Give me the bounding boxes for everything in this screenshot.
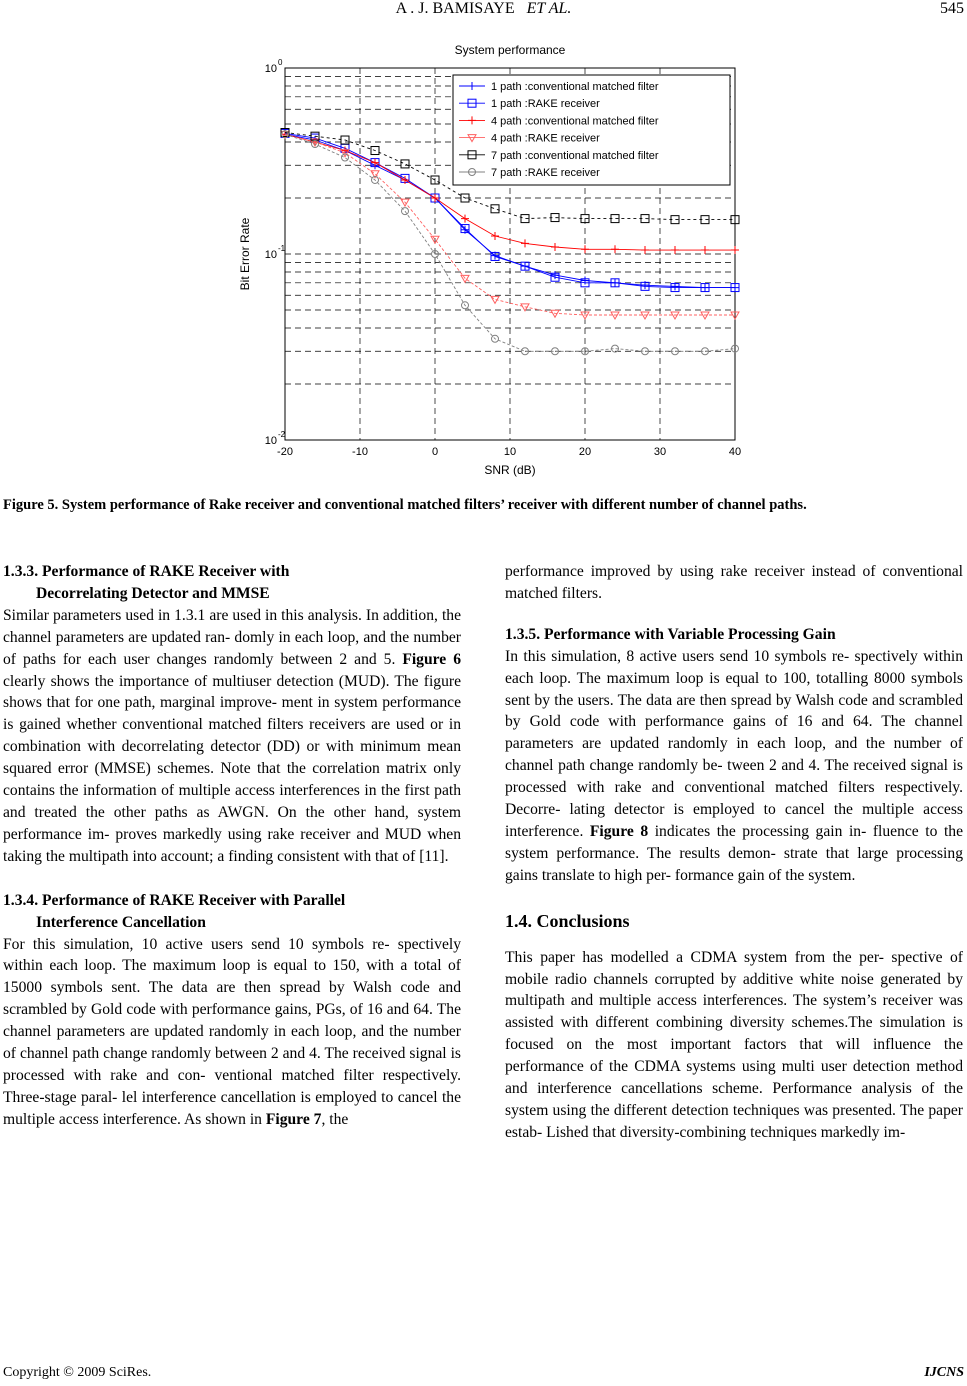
paragraph-text: indicates the processing gain in- fluence to the system performance. The results demon- strate that large processing gains translate to high per- formance gain of the system. — [505, 822, 963, 884]
paragraph-1-3-4 — [3, 934, 461, 1131]
legend-label: 1 path :RAKE receiver — [491, 98, 600, 111]
data-point — [641, 312, 649, 319]
paragraph-text: , the — [321, 1110, 349, 1128]
section-heading-1-3-4 — [3, 890, 461, 934]
data-point — [461, 275, 469, 282]
legend-label: 7 path :conventional matched filter — [491, 149, 659, 162]
x-tick-label: -10 — [352, 446, 368, 458]
paragraph-1-3-3 — [3, 605, 461, 868]
data-point — [491, 205, 499, 213]
y-axis-label: Bit Error Rate — [238, 217, 252, 291]
data-point — [701, 246, 709, 254]
paragraph-1-3-5 — [505, 646, 963, 887]
x-tick-label: 10 — [503, 446, 517, 458]
paragraph-continuation: performance improved by using rake receiver instead of conventional matched filters. — [505, 563, 963, 602]
running-head — [0, 0, 967, 18]
y-tick-base: 10 — [264, 435, 277, 447]
x-tick-label: 40 — [728, 446, 742, 458]
y-tick-base: 10 — [264, 249, 277, 261]
legend-label: 4 path :conventional matched filter — [491, 115, 659, 128]
section-heading-1-3-3 — [3, 561, 461, 605]
right-column — [505, 561, 963, 1144]
footer-copyright: Copyright © 2009 SciRes. — [3, 1365, 152, 1380]
section-heading-1-4: 1.4. Conclusions — [505, 910, 630, 931]
y-tick-label — [265, 244, 286, 261]
legend-label: 4 path :RAKE receiver — [491, 132, 600, 145]
data-point — [671, 246, 679, 254]
legend-label: 7 path :RAKE receiver — [491, 167, 600, 179]
data-point — [401, 160, 409, 168]
data-point — [731, 246, 739, 254]
data-point — [611, 312, 619, 319]
y-tick-exponent: 0 — [278, 58, 283, 67]
figure-caption: Figure 5. System performance of Rake receiver and conventional matched filters’ receiver with different number of channel paths. — [3, 497, 807, 513]
y-tick-base: 10 — [264, 63, 277, 75]
data-point — [551, 310, 559, 317]
data-point — [701, 312, 709, 319]
page-number: 545 — [940, 0, 964, 17]
y-tick-label — [265, 430, 286, 447]
data-point — [521, 239, 529, 247]
x-tick-label: 30 — [653, 446, 667, 458]
paragraph-text: Similar parameters used in 1.3.1 are used in this analysis. In addition, the channel parameters are updated ran- domly in each loop, and the number of paths for each user changes randomly between 2 and 5. — [3, 606, 461, 668]
x-axis-label: SNR (dB) — [484, 463, 536, 477]
section-heading-1-3-5: 1.3.5. Performance with Variable Processing Gain — [505, 625, 836, 643]
section-title-line2: Interference Cancellation — [36, 913, 206, 931]
x-tick-label: 0 — [431, 446, 439, 458]
y-tick-exponent: -2 — [278, 430, 286, 439]
paragraph-text: clearly shows the importance of multiuser detection (MUD). The figure shows that for one path, marginal improve- ment in system performance is gained whether conventional matched filters receivers are used or in combination with decorrelating detector (DD) or with minimum mean squared error (MMSE) schemes. Note that the correlation matrix only contains the information of multiple access interferences in the first path and treated the other paths as AWGN. On the other hand, system performance im- proves markedly using rake receiver and MUD when taking the multipath into account; a finding consistent with that of [11]. — [3, 672, 461, 865]
paragraph-text: In this simulation, 8 active users send 10 symbols re- spectively within each loop. The maximum loop is equal to 100, totalling 8000 symbols sent by the users. The data are then spread by Walsh code and scrambled by Gold code with performance gains of 16 and 64. The channel parameters are updated randomly in each loop, and the number of channel path change randomly be- tween 2 and 4. The received signal is processed with rake and conventional matched filters respectively. Decorre- lating detector is employed to cancel the multiple access interference. — [505, 647, 963, 840]
section-title-line1: Performance of RAKE Receiver with — [42, 563, 290, 580]
system-performance-chart — [225, 38, 765, 478]
section-title-line1: Performance of RAKE Receiver with Parallel — [42, 891, 346, 909]
chart-title: System performance — [454, 43, 566, 57]
data-point — [461, 215, 469, 223]
paragraph-1-4: This paper has modelled a CDMA system from the per- spective of mobile radio channels corrupted by additive white noise generated by multipath and multiple access interferences. The system’s receiver was assisted with different combining diversity schemes.The simulation is focused on the most important factors that will influence the performance of the CDMA systems using multi user detection method and interference cancellations scheme. Performance analysis of the system using the different detection techniques was presented. The paper estab- Lished that diversity-combining techniques markedly im- — [505, 948, 963, 1141]
data-point — [611, 245, 619, 253]
data-point — [551, 243, 559, 251]
x-tick-label: 20 — [578, 446, 592, 458]
data-point — [491, 232, 499, 240]
y-tick-exponent: -1 — [278, 244, 286, 253]
paragraph-text: For this simulation, 10 active users send 10 symbols re- spectively within each loop. The maximum loop is equal to 150, with a total of 15000 symbols sent. The data are then spread by Walsh code and scrambled by Gold code with performance gains, PGs, of 16 and 64. The channel parameters are updated randomly in each loop, and the number of channel path change randomly between 2 and 4. The received signal is processed with rake and con- ventional matched filter respectively. Three-stage paral- lel interference cancellation is employed to cancel the multiple access interference. As shown in — [3, 935, 461, 1128]
legend-label: 1 path :conventional matched filter — [491, 81, 659, 93]
running-head-etal: ET AL. — [526, 0, 572, 17]
running-head-author: A . J. BAMISAYE — [395, 0, 515, 17]
section-number: 1.3.3. — [3, 563, 39, 580]
figure-ref: Figure 7 — [265, 1110, 322, 1128]
y-tick-label — [265, 58, 283, 75]
left-column — [3, 561, 461, 1131]
data-point — [641, 246, 649, 254]
section-title-line2: Decorrelating Detector and MMSE — [36, 584, 270, 602]
figure-ref: Figure 6 — [402, 650, 461, 668]
chart-legend — [453, 75, 730, 185]
footer-journal: IJCNS — [924, 1365, 964, 1380]
data-point — [581, 245, 589, 253]
x-tick-label: -20 — [277, 446, 293, 458]
section-number: 1.3.4. — [3, 891, 39, 909]
figure-ref: Figure 8 — [589, 822, 649, 840]
data-point — [581, 277, 589, 285]
data-point — [671, 312, 679, 319]
